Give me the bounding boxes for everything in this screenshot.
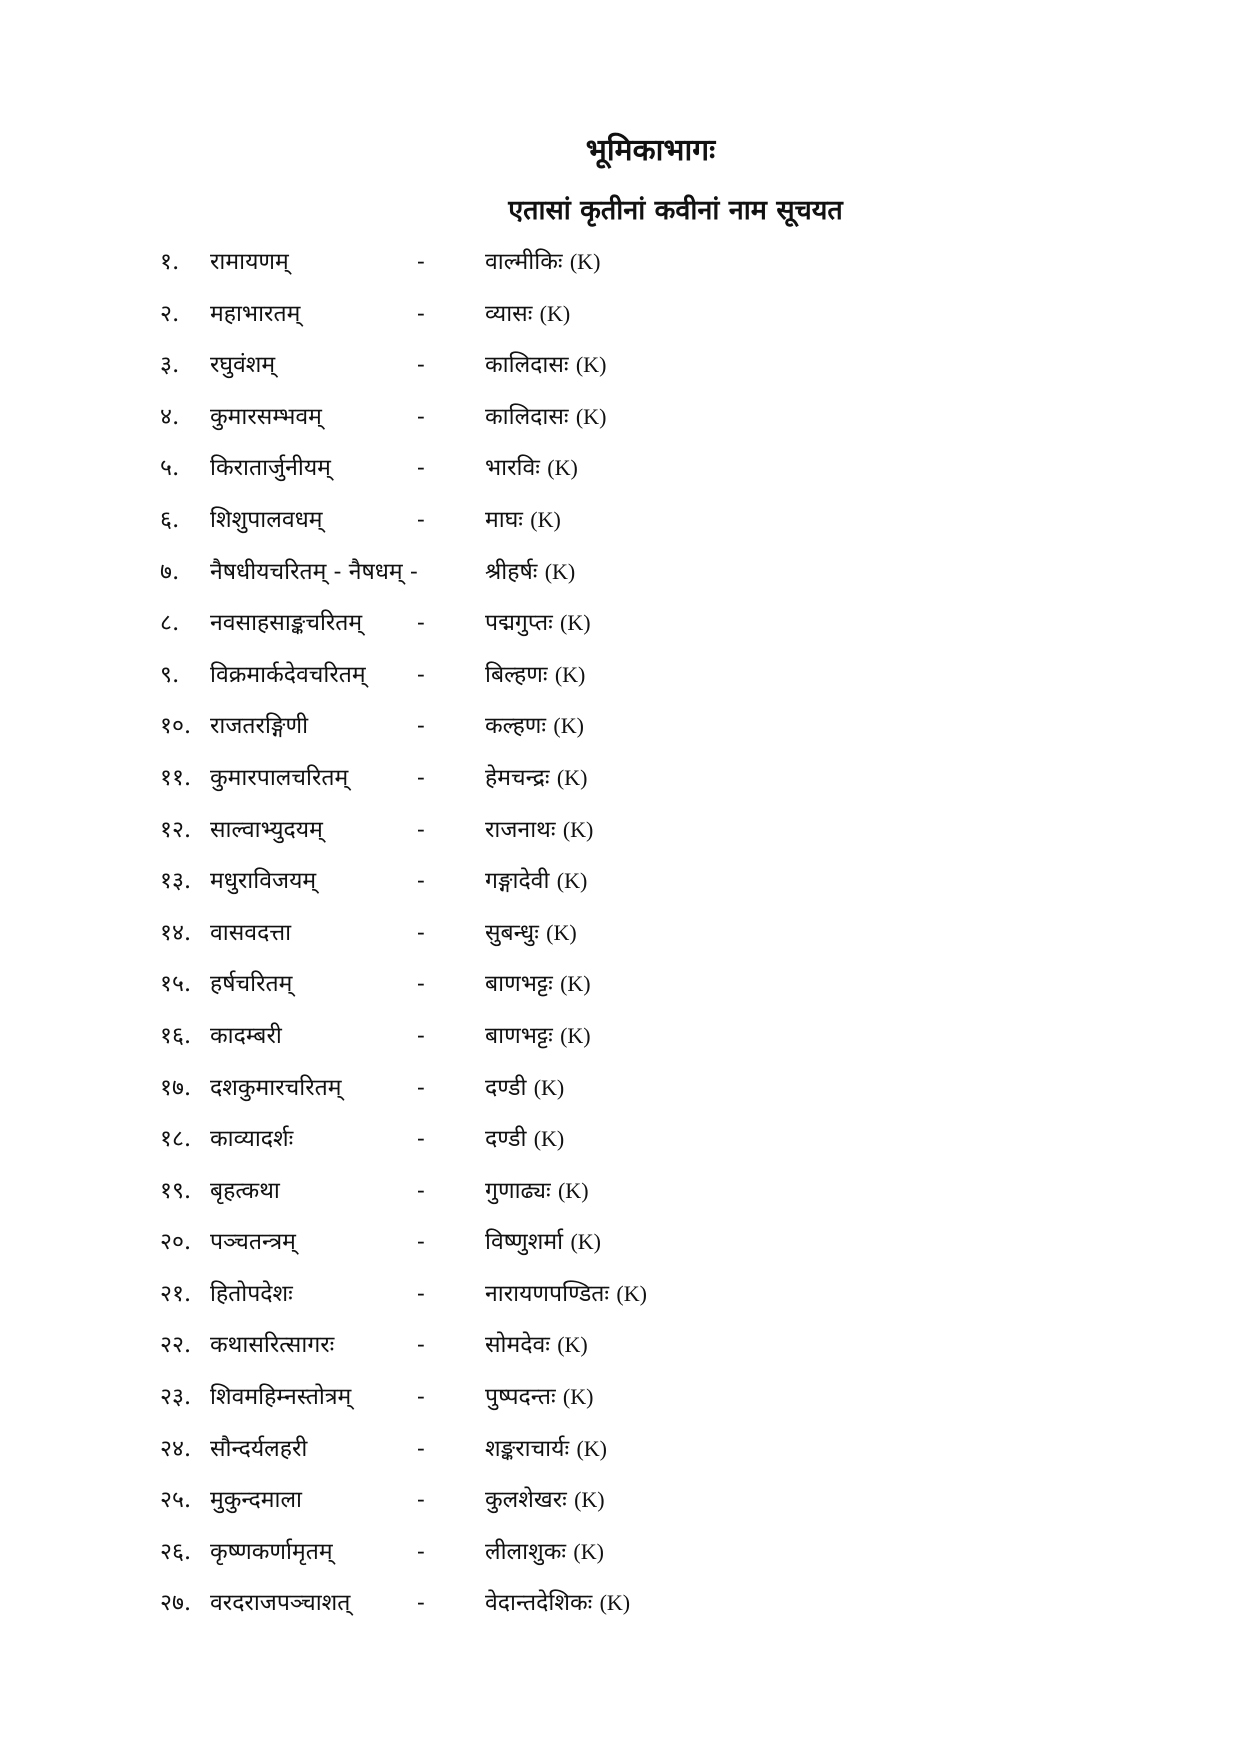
list-item [0,1327,1241,1379]
item-number: २४. [160,1435,192,1462]
work-title: महाभारतम् [210,300,301,327]
list-item [0,1173,1241,1225]
poet-cell [485,450,578,486]
work-title: काव्यादर्शः [210,1126,294,1153]
knowledge-tag: (K) [556,868,588,894]
knowledge-tag: (K) [575,403,607,429]
list-item [0,244,1241,296]
poet-name: व्यासः [485,300,533,327]
list-item [0,1431,1241,1483]
separator-dash: - [417,403,425,430]
knowledge-tag: (K) [544,558,576,584]
work-title: राजतरङ्गिणी [210,713,309,740]
poet-name: दण्डी [485,1074,527,1101]
work-title: वरदराजपञ्चाशत् [210,1590,351,1617]
poet-cell [485,296,570,332]
separator-dash: - [417,764,425,791]
poet-name: नारायणपण्डितः [485,1280,610,1307]
item-number: २२. [160,1332,192,1359]
list-item [0,1070,1241,1122]
poet-cell [485,1224,601,1260]
work-title: वासवदत्ता [210,919,292,946]
work-title: कुमारपालचरितम् [210,764,349,791]
knowledge-tag: (K) [569,249,601,274]
poet-cell [485,966,591,1002]
knowledge-tag: (K) [575,352,607,378]
knowledge-tag: (K) [557,1177,589,1203]
knowledge-tag: (K) [576,1435,607,1461]
poet-name: कुलशेखरः [485,1487,567,1514]
knowledge-tag: (K) [599,1590,631,1616]
knowledge-tag: (K) [562,1384,594,1410]
poet-name: लीलाशुकः [485,1538,567,1565]
work-title: पञ्चतन्त्रम् [210,1229,296,1256]
separator-dash: - [417,1126,425,1153]
poet-cell [485,502,561,538]
item-number: १२. [160,816,192,843]
separator-dash: - [417,661,425,688]
poet-cell [485,1173,589,1209]
item-number: १३. [160,868,192,895]
knowledge-tag: (K) [560,1022,591,1048]
separator-dash: - [417,506,425,533]
knowledge-tag: (K) [539,300,571,326]
poet-cell [485,1585,630,1621]
work-title: कृष्णकर्णामृतम् [210,1538,333,1565]
work-title: नैषधीयचरितम् - नैषधम् - [210,558,418,585]
knowledge-tag: (K) [556,764,588,790]
poet-cell [485,554,575,590]
list-item [0,1224,1241,1276]
poet-cell [485,1018,591,1054]
poet-cell [485,399,606,435]
list-item [0,502,1241,554]
knowledge-tag: (K) [570,1229,601,1255]
poet-cell [485,1379,593,1415]
poet-name: सुबन्धुः [485,919,539,946]
item-number: १८. [160,1126,192,1153]
poet-name: वेदान्तदेशिकः [485,1590,593,1617]
page-title: भूमिकाभागः [585,133,716,168]
item-number: २६. [160,1538,192,1565]
work-title: नवसाहसाङ्कचरितम् [210,610,363,637]
list-item [0,1482,1241,1534]
poet-name: पद्मगुप्तः [485,610,553,637]
separator-dash: - [417,610,425,637]
knowledge-tag: (K) [554,661,586,687]
poet-name: माघः [485,506,523,533]
work-title: मुकुन्दमाला [210,1487,302,1514]
work-title: शिशुपालवधम् [210,506,323,533]
poet-name: भारविः [485,455,540,482]
poet-name: पुष्पदन्तः [485,1384,556,1411]
poet-cell [485,657,585,693]
poet-cell [485,760,587,796]
separator-dash: - [417,1022,425,1049]
list-item [0,1276,1241,1328]
work-title: कादम्बरी [210,1022,282,1049]
work-title: हर्षचरितम् [210,971,293,998]
item-number: १७. [160,1074,192,1101]
poet-name: कल्हणः [485,713,547,740]
poet-name: बाणभट्टः [485,971,553,998]
knowledge-tag: (K) [573,1538,604,1564]
separator-dash: - [417,1280,425,1307]
item-number: १५. [160,971,192,998]
list-item [0,863,1241,915]
separator-dash: - [417,1074,425,1101]
work-title: दशकुमारचरितम् [210,1074,342,1101]
item-number: २७. [160,1590,192,1617]
poet-cell [485,347,606,383]
separator-dash: - [417,1435,425,1462]
knowledge-tag: (K) [553,713,584,739]
knowledge-tag: (K) [557,1332,588,1358]
separator-dash: - [417,816,425,843]
poet-name: गङ्गादेवी [485,868,550,895]
item-number: १४. [160,919,192,946]
list-item [0,450,1241,502]
item-number: ११. [160,764,192,791]
list-item [0,1379,1241,1431]
poet-name: बिल्हणः [485,661,548,688]
poet-name: कालिदासः [485,352,569,379]
poet-name: गुणाढ्यः [485,1177,551,1204]
item-number: १६. [160,1022,192,1049]
separator-dash: - [417,1332,425,1359]
poet-cell [485,1276,647,1312]
item-number: ९. [160,661,180,688]
separator-dash: - [417,919,425,946]
poet-cell [485,1431,607,1467]
separator-dash: - [417,1487,425,1514]
poet-name: शङ्कराचार्यः [485,1435,570,1462]
poet-cell [485,1121,564,1157]
poet-name: सोमदेवः [485,1332,550,1359]
knowledge-tag: (K) [547,455,578,481]
work-title: हितोपदेशः [210,1280,293,1307]
item-number: १०. [160,713,192,740]
work-title: कथासरित्सागरः [210,1332,335,1359]
separator-dash: - [417,1229,425,1256]
list-item [0,1018,1241,1070]
separator-dash: - [417,1177,425,1204]
item-number: ४. [160,403,180,430]
list-item [0,1585,1241,1637]
knowledge-tag: (K) [616,1280,647,1306]
list-item [0,1121,1241,1173]
item-number: ८. [160,610,180,637]
poet-name: श्रीहर्षः [485,558,538,585]
poet-cell [485,1534,604,1570]
separator-dash: - [417,1538,425,1565]
item-number: २५. [160,1487,192,1514]
work-title: कुमारसम्भवम् [210,403,322,430]
work-title: साल्वाभ्युदयम् [210,816,323,843]
item-number: २. [160,300,180,327]
item-number: ७. [160,558,180,585]
poet-cell [485,244,600,280]
poet-cell [485,812,593,848]
poet-name: हेमचन्द्रः [485,764,550,791]
page-subtitle: एतासां कृतीनां कवीनां नाम सूचयत [508,195,843,226]
knowledge-tag: (K) [533,1074,565,1100]
separator-dash: - [417,1590,425,1617]
item-number: ५. [160,455,180,482]
poet-cell [485,1482,605,1518]
poet-name: दण्डी [485,1126,527,1153]
poet-cell [485,708,584,744]
item-number: ३. [160,352,180,379]
list-item [0,708,1241,760]
list-item [0,399,1241,451]
poet-name: राजनाथः [485,816,556,843]
list-item [0,605,1241,657]
list-item [0,1534,1241,1586]
poet-name: कालिदासः [485,403,569,430]
knowledge-tag: (K) [574,1487,605,1513]
separator-dash: - [417,713,425,740]
separator-dash: - [417,1384,425,1411]
separator-dash: - [417,352,425,379]
poet-name: वाल्मीकिः [485,249,563,275]
separator-dash: - [417,455,425,482]
list-item [0,760,1241,812]
knowledge-tag: (K) [560,610,591,636]
separator-dash: - [417,868,425,895]
list-item [0,812,1241,864]
list-item [0,966,1241,1018]
work-title: शिवमहिम्नस्तोत्रम् [210,1384,352,1411]
separator-dash: - [417,300,425,327]
list-item [0,915,1241,967]
knowledge-tag: (K) [530,506,561,532]
item-number: १९. [160,1177,192,1204]
item-number: २०. [160,1229,192,1256]
item-number: १. [160,249,180,275]
list-item [0,347,1241,399]
item-number: २३. [160,1384,192,1411]
poet-cell [485,915,577,951]
knowledge-tag: (K) [560,971,591,997]
item-number: ६. [160,506,180,533]
work-title: बृहत्कथा [210,1177,280,1204]
list-item [0,296,1241,348]
work-title: मधुराविजयम् [210,868,317,895]
knowledge-tag: (K) [562,816,594,842]
work-title: रघुवंशम् [210,352,276,379]
list-item [0,554,1241,606]
poet-cell [485,1327,588,1363]
item-number: २१. [160,1280,192,1307]
work-title: सौन्दर्यलहरी [210,1435,308,1462]
poet-name: विष्णुशर्मा [485,1229,564,1256]
poet-cell [485,605,591,641]
poet-name: बाणभट्टः [485,1022,553,1049]
work-title: विक्रमार्कदेवचरितम् [210,661,366,688]
poet-cell [485,863,587,899]
knowledge-tag: (K) [533,1126,565,1152]
list-item [0,657,1241,709]
works-poets-list [0,244,1241,1637]
separator-dash: - [417,971,425,998]
separator-dash: - [417,249,425,275]
poet-cell [485,1070,564,1106]
work-title: किरातार्जुनीयम् [210,455,331,482]
knowledge-tag: (K) [546,919,577,945]
work-title: रामायणम् [210,249,289,275]
